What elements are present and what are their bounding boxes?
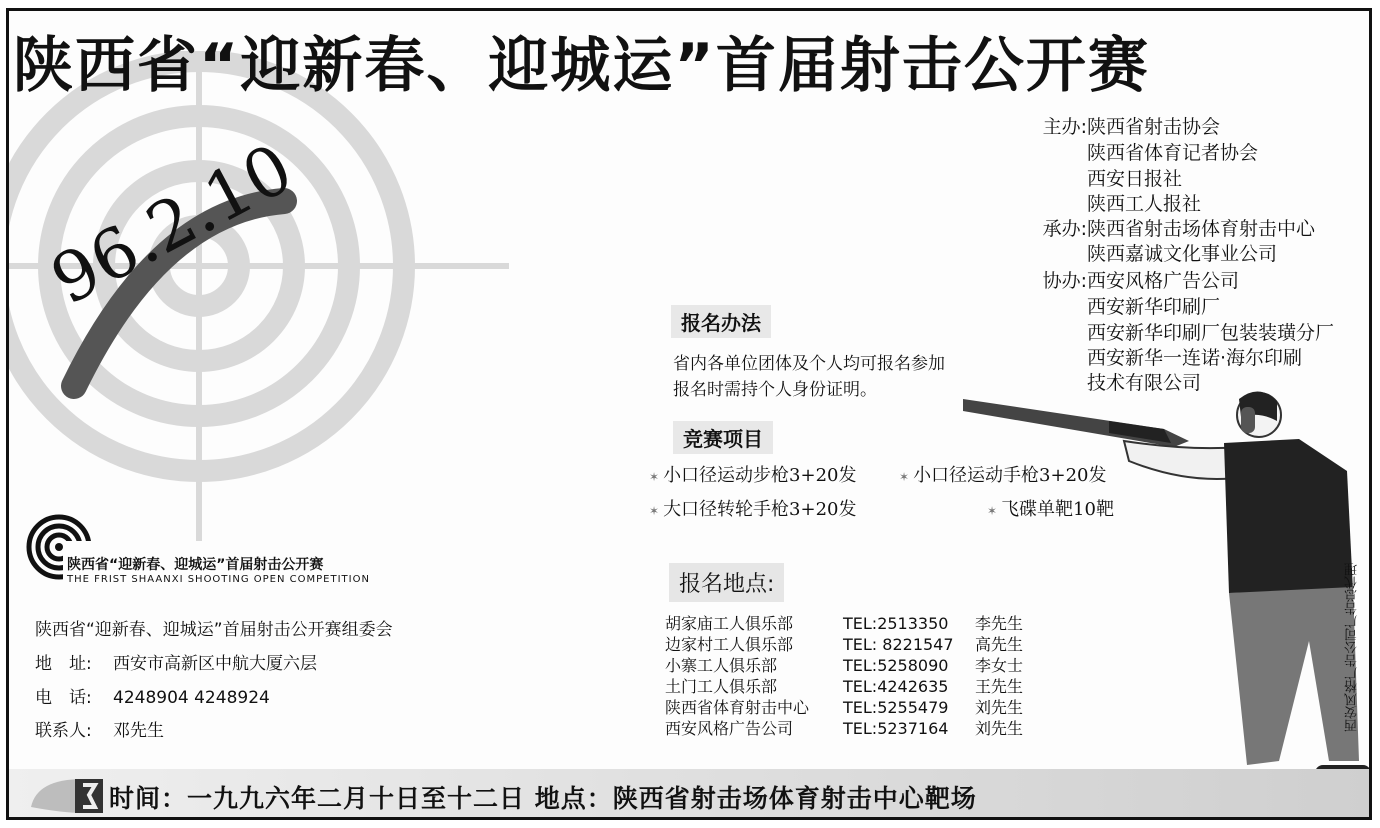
event-item: ✶ 大口径转轮手枪3+20发	[649, 499, 857, 520]
registration-line: 省内各单位团体及个人均可报名参加	[673, 354, 945, 374]
organizer-row: 西安日报社	[1087, 168, 1183, 190]
event-date: 96.2.10	[39, 129, 306, 321]
organizer-row: 西安新华印刷厂包装装璜分厂	[1087, 322, 1335, 344]
address-row: 地 址: 西安市高新区中航大厦六层	[35, 654, 317, 674]
registration-heading: 报名办法	[671, 305, 771, 338]
event-item: ✶ 小口径运动手枪3+20发	[899, 465, 1107, 486]
venue-row: 小寨工人俱乐部 TEL:5258090 李女士	[665, 656, 1024, 675]
page-title: 陕西省“迎新春、迎城运”首届射击公开赛	[13, 31, 1150, 101]
event-schedule-text: 时间：一九九六年二月十日至十二日 地点：陕西省射击场体育射击中心靶场	[109, 784, 977, 813]
venue-row: 边家村工人俱乐部 TEL: 8221547 高先生	[665, 635, 1024, 654]
committee-name: 陕西省“迎新春、迎城运”首届射击公开赛组委会	[35, 620, 393, 640]
organizer-row: 陕西嘉诚文化事业公司	[1087, 243, 1278, 265]
event-item: ✶ 飞碟单靶10靶	[987, 499, 1114, 520]
star-icon: ✶	[649, 470, 660, 484]
venue-row: 土门工人俱乐部 TEL:4242635 王先生	[665, 677, 1024, 696]
venue-row: 胡家庙工人俱乐部 TEL:2513350 李先生	[665, 614, 1024, 633]
star-icon: ✶	[899, 470, 910, 484]
organizer-row: 陕西工人报社	[1087, 193, 1202, 215]
organizer-row: 陕西省体育记者协会	[1087, 142, 1259, 164]
venue-row: 陕西省体育射击中心 TEL:5255479 刘先生	[665, 698, 1024, 717]
organizer-row: 承办:陕西省射击场体育射击中心	[1042, 218, 1316, 240]
logo-title: 陕西省“迎新春、迎城运”首届射击公开赛	[67, 557, 324, 573]
organizer-row: 协办:西安风格广告公司	[1042, 270, 1240, 292]
venue-row: 西安风格广告公司 TEL:5237164 刘先生	[665, 719, 1024, 738]
event-item: ✶ 小口径运动步枪3+20发	[649, 465, 857, 486]
organizer-row: 西安新华一连诺·海尔印刷	[1087, 347, 1303, 369]
phone-row: 电 话: 4248904 4248924	[35, 688, 270, 708]
agency-credit: 西安风格广告公司广告总代理	[1345, 563, 1360, 732]
registration-line: 报名时需持个人身份证明。	[673, 380, 877, 400]
organizer-row: 主办:陕西省射击协会	[1042, 116, 1221, 138]
organizer-row: 技术有限公司	[1087, 372, 1202, 394]
venues-heading: 报名地点:	[669, 563, 784, 602]
banner-badge-icon	[23, 773, 107, 819]
advertisement-frame	[6, 8, 1372, 820]
shooter-illustration	[959, 381, 1372, 811]
events-heading: 竞赛项目	[673, 421, 773, 454]
logo-subtitle: THE FRIST SHAANXI SHOOTING OPEN COMPETITION	[67, 574, 370, 585]
contact-person-row: 联系人: 邓先生	[35, 721, 164, 741]
star-icon: ✶	[987, 504, 998, 518]
organizer-row: 西安新华印刷厂	[1087, 296, 1221, 318]
star-icon: ✶	[649, 504, 660, 518]
